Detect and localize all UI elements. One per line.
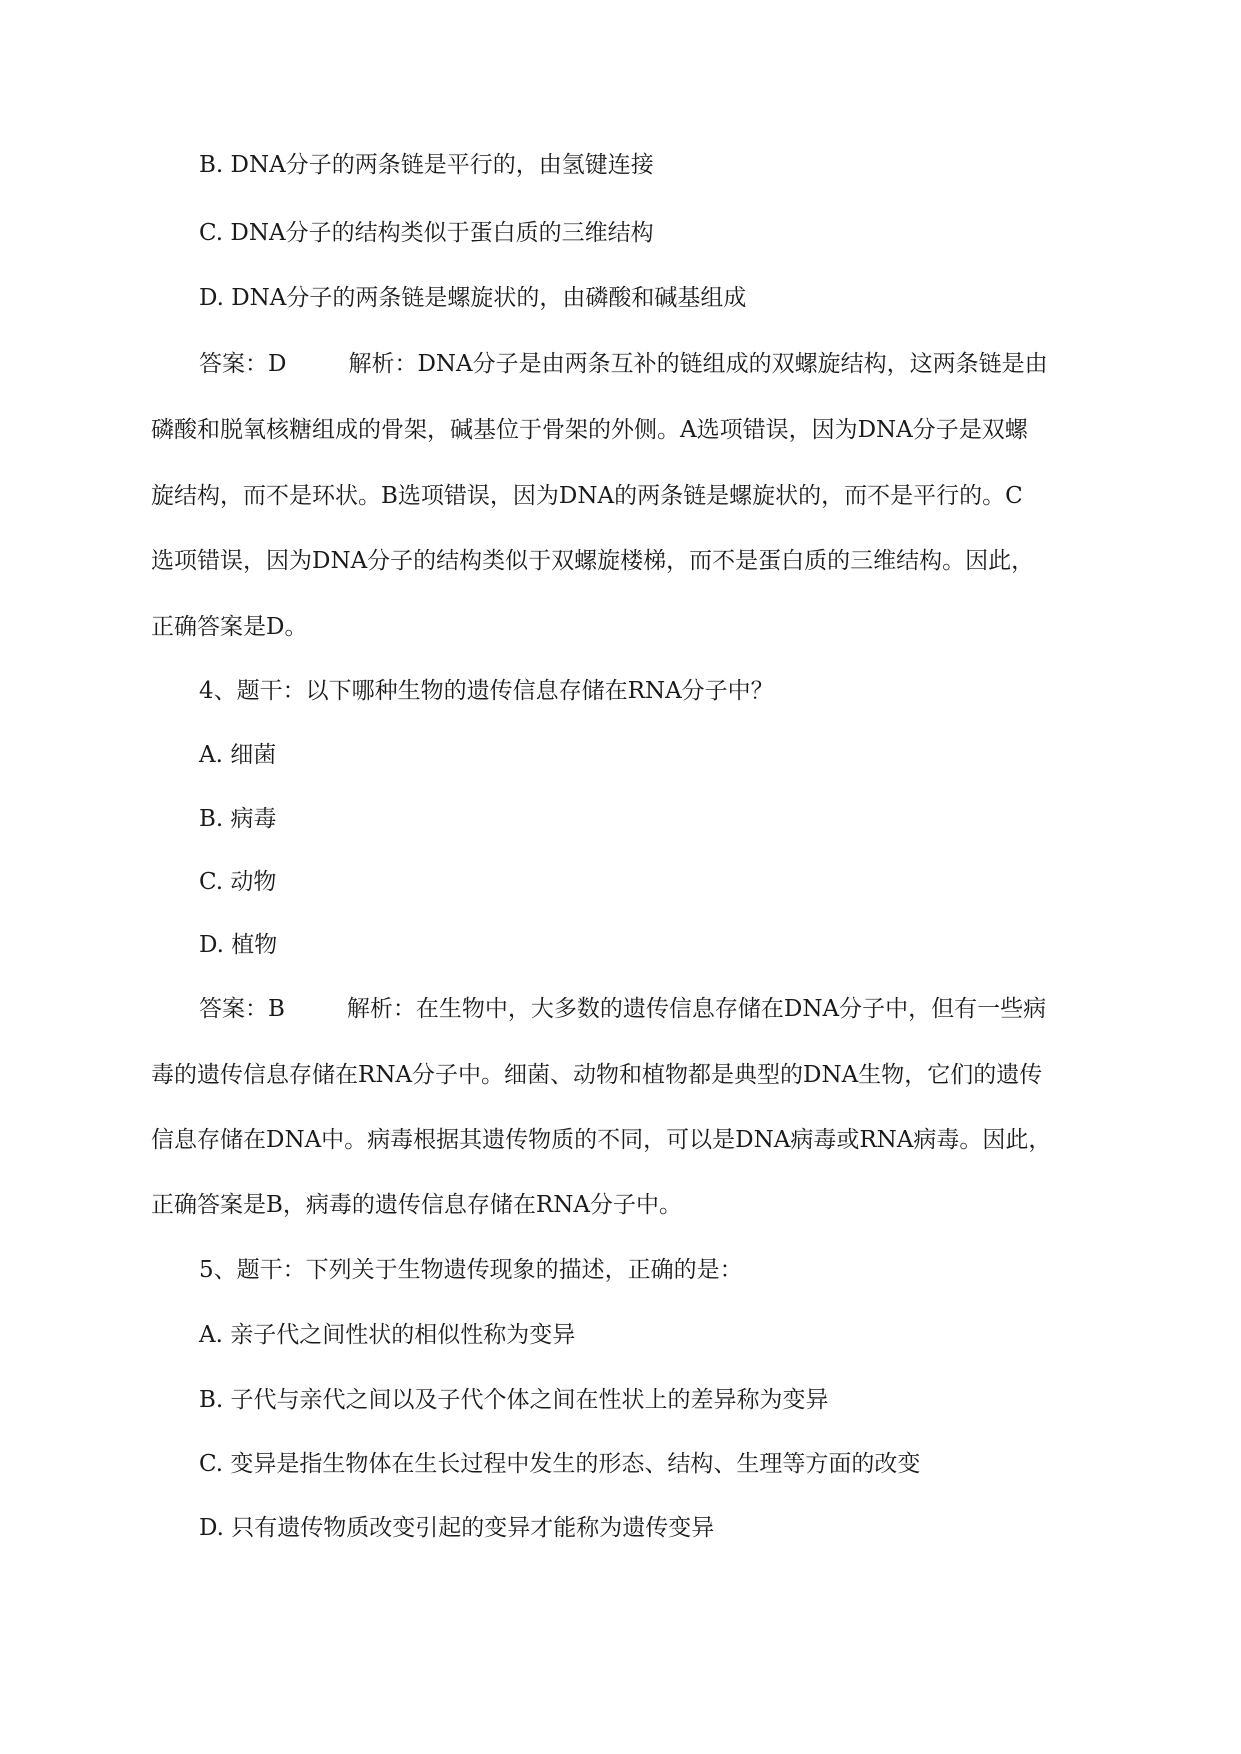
q3-explanation-line-4: 选项错误，因为DNA分子的结构类似于双螺旋楼梯，而不是蛋白质的三维结构。因此， [151,548,1035,574]
q3-option-c: C. DNA分子的结构类似于蛋白质的三维结构 [199,220,654,246]
q3-explanation-line-2: 磷酸和脱氧核糖组成的骨架，碱基位于骨架的外侧。A选项错误，因为DNA分子是双螺 [151,417,1028,443]
q4-explanation-line-1: 解析：在生物中，大多数的遗传信息存储在DNA分子中，但有一些病 [346,996,1047,1022]
q4-option-b: B. 病毒 [199,806,277,832]
q5-option-c: C. 变异是指生物体在生长过程中发生的形态、结构、生理等方面的改变 [199,1451,921,1477]
q4-option-c: C. 动物 [199,869,277,895]
q3-option-b: B. DNA分子的两条链是平行的，由氢键连接 [199,152,654,178]
q3-explanation-line-1: 解析：DNA分子是由两条互补的链组成的双螺旋结构，这两条链是由 [348,351,1048,377]
q4-explanation-line-3: 信息存储在DNA中。病毒根据其遗传物质的不同，可以是DNA病毒或RNA病毒。因此， [151,1127,1052,1153]
q5-option-b: B. 子代与亲代之间以及子代个体之间在性状上的差异称为变异 [199,1387,829,1413]
q4-option-a: A. 细菌 [199,742,277,768]
q5-option-d: D. 只有遗传物质改变引起的变异才能称为遗传变异 [199,1515,715,1541]
q4-explanation-line-4: 正确答案是B，病毒的遗传信息存储在RNA分子中。 [151,1192,682,1218]
q3-option-d: D. DNA分子的两条链是螺旋状的，由磷酸和碱基组成 [199,285,747,311]
q3-explanation-line-3: 旋结构，而不是环状。B选项错误，因为DNA的两条链是螺旋状的，而不是平行的。C [151,483,1023,509]
q5-option-a: A. 亲子代之间性状的相似性称为变异 [199,1322,576,1348]
q4-stem: 4、题干：以下哪种生物的遗传信息存储在RNA分子中？ [199,678,774,704]
q5-stem: 5、题干：下列关于生物遗传现象的描述，正确的是： [199,1257,743,1283]
q3-answer-line [199,349,1048,379]
q4-answer: 答案：B [199,996,285,1022]
q3-answer: 答案：D [199,351,287,377]
q4-explanation-line-2: 毒的遗传信息存储在RNA分子中。细菌、动物和植物都是典型的DNA生物，它们的遗传 [151,1062,1043,1088]
q4-answer-line [199,994,1046,1024]
q3-explanation-line-5: 正确答案是D。 [151,614,308,640]
q4-option-d: D. 植物 [199,932,278,958]
